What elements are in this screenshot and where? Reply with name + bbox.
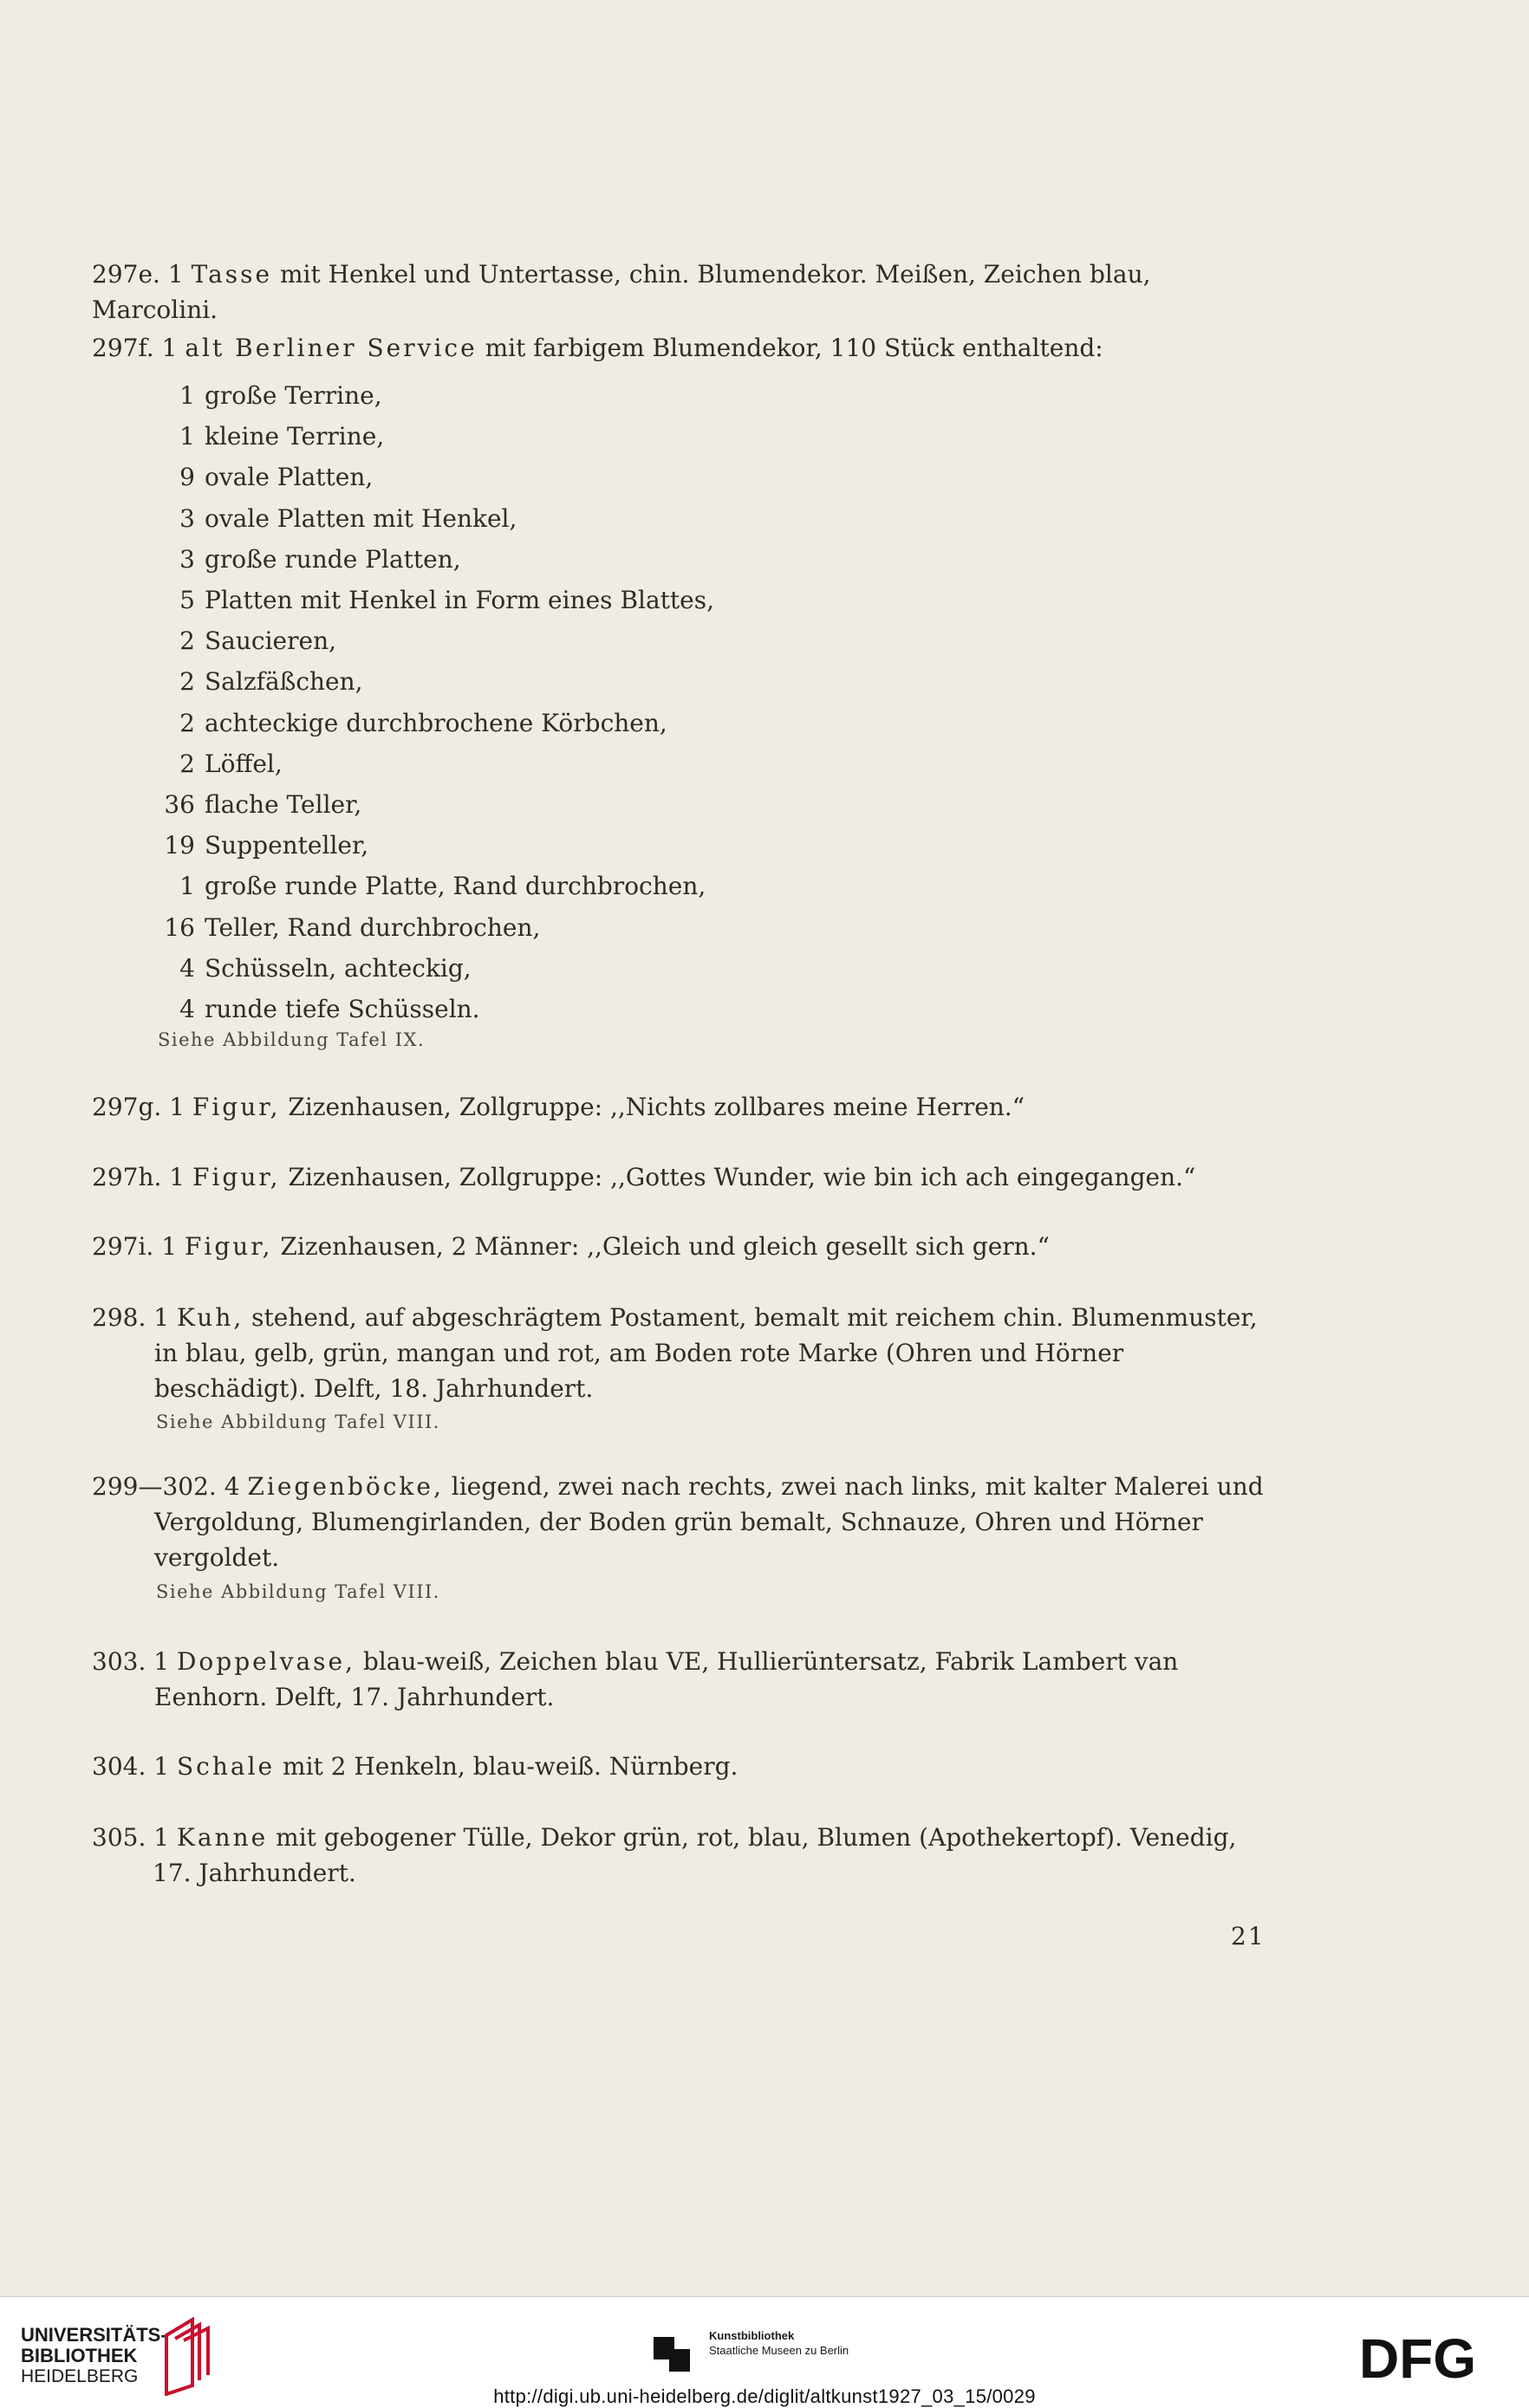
- entry-name: Tasse: [191, 260, 273, 289]
- ub-logo-icon[interactable]: [158, 2309, 213, 2396]
- entry-text: Zizenhausen, 2 Männer: ,,Gleich und gleich gesellt sich gern.“: [280, 1232, 1050, 1261]
- entry-text: Zizenhausen, Zollgruppe: ,,Gottes Wunder, wie bin ich ach eingegangen.“: [288, 1163, 1196, 1191]
- entry-name: Kuh,: [176, 1303, 244, 1332]
- list-item: 1 große Terrine,: [179, 381, 382, 410]
- entry-name: Doppelvase,: [176, 1647, 356, 1676]
- entry-number: 297g.: [92, 1093, 162, 1121]
- list-item: 2 Salzfäßchen,: [179, 667, 363, 697]
- entry-text-line-2: 17. Jahrhundert.: [153, 1859, 356, 1887]
- entry-297e: [92, 256, 1279, 328]
- kunstbibliothek-label[interactable]: Kunstbibliothek Staatliche Museen zu Berlin: [709, 2329, 849, 2357]
- dfg-logo-icon[interactable]: [1359, 2330, 1506, 2382]
- entry-number: 303.: [92, 1647, 146, 1676]
- entry-297h: [92, 1159, 1279, 1195]
- list-item: 5 Platten mit Henkel in Form eines Blattes,: [179, 586, 715, 615]
- entry-304: [92, 1749, 1279, 1784]
- entry-number: 298.: [92, 1303, 146, 1332]
- service-item-list: [160, 375, 714, 1029]
- entry-text: mit 2 Henkeln, blau-weiß. Nürnberg.: [283, 1752, 738, 1781]
- entry-number: 304.: [92, 1752, 146, 1781]
- entry-text-line-2: Vergoldung, Blumengirlanden, der Boden grün bemalt, Schnauze, Ohren und Hörner: [154, 1508, 1203, 1536]
- entry-text: blau-weiß, Zeichen blau VE, Hullierüntersatz, Fabrik Lambert van: [362, 1647, 1179, 1676]
- entry-number: 299—302.: [92, 1472, 217, 1501]
- entry-text: mit gebogener Tülle, Dekor grün, rot, blau, Blumen (Apothekertopf). Venedig,: [276, 1823, 1237, 1852]
- entry-name: alt Berliner Service: [185, 334, 478, 362]
- entry-text: stehend, auf abgeschrägtem Postament, bemalt mit reichem chin. Blumenmuster,: [251, 1303, 1258, 1332]
- list-item: 4 Schüsseln, achteckig,: [179, 953, 472, 983]
- entry-305: [92, 1820, 1279, 1891]
- entry-quantity: 1: [153, 1752, 170, 1781]
- ub-heidelberg-wordmark[interactable]: UNIVERSITÄTS- BIBLIOTHEK HEIDELBERG: [21, 2324, 167, 2386]
- entry-text-line-2: in blau, gelb, grün, mangan und rot, am Boden rote Marke (Ohren und Hörner: [154, 1339, 1124, 1367]
- entry-quantity: 1: [169, 1093, 185, 1121]
- list-item: 3 ovale Platten mit Henkel,: [179, 503, 517, 533]
- entry-text-line-3: vergoldet.: [154, 1543, 280, 1572]
- entry-name: Kanne: [176, 1823, 269, 1852]
- kunstbibliothek-logo-icon[interactable]: [652, 2330, 699, 2373]
- entry-text-line-2: Eenhorn. Delft, 17. Jahrhundert.: [154, 1683, 555, 1711]
- figure-reference-note: Siehe Abbildung Tafel VIII.: [156, 1412, 440, 1432]
- entry-number: 297h.: [92, 1163, 162, 1191]
- list-item: 9 ovale Platten,: [179, 463, 374, 492]
- list-item: 1 große runde Platte, Rand durchbrochen,: [179, 872, 706, 901]
- entry-quantity: 1: [153, 1823, 170, 1852]
- entry-number: 297e.: [92, 260, 160, 289]
- entry-303: [92, 1644, 1279, 1715]
- entry-text: mit Henkel und Untertasse, chin. Blumendekor. Meißen, Zeichen blau, Marcolini.: [92, 260, 1151, 324]
- entry-quantity: 1: [169, 1163, 185, 1191]
- figure-reference-note: Siehe Abbildung Tafel VIII.: [156, 1581, 440, 1602]
- entry-name: Figur,: [184, 1232, 273, 1261]
- entry-text-line-3: beschädigt). Delft, 18. Jahrhundert.: [154, 1374, 594, 1403]
- entry-quantity: 1: [161, 334, 178, 362]
- entry-name: Ziegenböcke,: [247, 1472, 444, 1501]
- entry-297g: [92, 1089, 1279, 1125]
- entry-name: Schale: [176, 1752, 276, 1781]
- entry-text: liegend, zwei nach rechts, zwei nach links, mit kalter Malerei und: [451, 1472, 1264, 1501]
- list-item: 19 Suppenteller,: [164, 831, 369, 860]
- svg-text:DFG: DFG: [1359, 2330, 1477, 2382]
- entry-quantity: 1: [161, 1232, 178, 1261]
- source-url-link[interactable]: http://digi.ub.uni-heidelberg.de/diglit/altkunst1927_03_15/0029: [493, 2385, 1036, 2407]
- list-item: 2 achteckige durchbrochene Körbchen,: [179, 708, 667, 737]
- entry-quantity: 1: [153, 1303, 170, 1332]
- list-item: 36 flache Teller,: [164, 790, 362, 820]
- page-number: 21: [1231, 1922, 1265, 1950]
- entry-number: 305.: [92, 1823, 146, 1852]
- figure-reference-note: Siehe Abbildung Tafel IX.: [158, 1029, 426, 1050]
- footer-bar: [0, 2296, 1529, 2408]
- entry-quantity: 1: [167, 260, 184, 289]
- list-item: 4 runde tiefe Schüsseln.: [179, 995, 480, 1024]
- entry-299-302: [92, 1469, 1279, 1575]
- entry-text: Zizenhausen, Zollgruppe: ,,Nichts zollbares meine Herren.“: [288, 1093, 1025, 1121]
- entry-name: Figur,: [192, 1093, 281, 1121]
- entry-number: 297i.: [92, 1232, 154, 1261]
- entry-298: [92, 1300, 1279, 1406]
- entry-297f: [92, 330, 1279, 366]
- entry-name: Figur,: [192, 1163, 281, 1191]
- entry-297i: [92, 1229, 1279, 1264]
- list-item: 2 Löffel,: [179, 749, 283, 778]
- entry-quantity: 1: [153, 1647, 170, 1676]
- list-item: 3 große runde Platten,: [179, 544, 461, 574]
- list-item: 16 Teller, Rand durchbrochen,: [164, 912, 541, 942]
- entry-text: mit farbigem Blumendekor, 110 Stück enthaltend:: [485, 334, 1103, 362]
- entry-quantity: 4: [224, 1472, 240, 1501]
- entry-number: 297f.: [92, 334, 154, 362]
- list-item: 2 Saucieren,: [179, 626, 337, 656]
- list-item: 1 kleine Terrine,: [179, 422, 385, 451]
